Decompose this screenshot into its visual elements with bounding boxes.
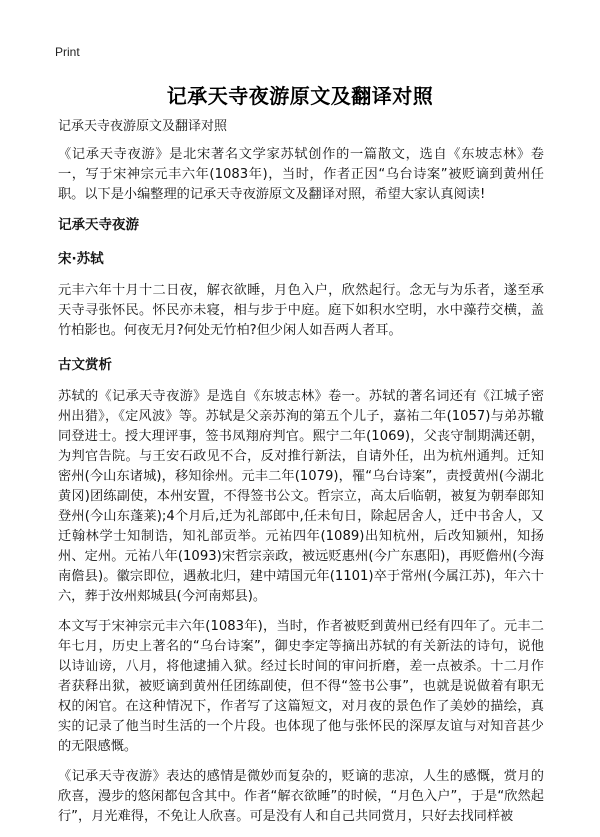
page-title: 记承天寺夜游原文及翻译对照	[166, 84, 434, 108]
appreciation-paragraph-3: 《记承天寺夜游》表达的感情是微妙而复杂的，贬谪的悲凉，人生的感慨，赏月的欣喜，漫步的悠闲都包含其中。作者“解衣欲睡”的时候，“月色入户”，于是“欣然起行”，月光难得，不免让人欣喜。可是没有人和自己共同赏月，只好去找同样被	[58, 769, 544, 824]
appreciation-paragraph-2: 本文写于宋神宗元丰六年(1083年)，当时，作者被贬到黄州已经有四年了。元丰二年七月，历史上著名的“乌台诗案”，御史李定等摘出苏轼的有关新法的诗句，说他以诗讪谤，八月，将他逮捕入狱。经过长时间的审问折磨，差一点被杀。十二月作者获释出狱，被贬谪到黄州任团练副使，但不得“签书公事”，也就是说做着有职无权的闲官。在这种情况下，作者写了这篇短文，对月夜的景色作了美妙的描绘，真实的记录了他当时生活的一个片段。也体现了他与张怀民的深厚友谊与对知音甚少的无限感慨。	[58, 619, 544, 754]
original-text: 元丰六年十月十二日夜，解衣欲睡，月色入户，欣然起行。念无与为乐者，遂至承天寺寻张怀民。怀民亦未寝，相与步于中庭。庭下如积水空明，水中藻荇交横，盖竹柏影也。何夜无月?何处无竹柏?但少闲人如吾两人者耳。	[58, 283, 544, 338]
appreciation-heading: 古文赏析	[58, 357, 112, 373]
article-subtitle: 记承天寺夜游原文及翻译对照	[58, 119, 228, 134]
intro-paragraph: 《记承天寺夜游》是北宋著名文学家苏轼创作的一篇散文，选自《东坡志林》卷一，写于宋神宗元丰六年(1083年)，当时，作者正因“乌台诗案”被贬谪到黄州任职。以下是小编整理的记承天寺夜游原文及翻译对照，希望大家认真阅读!	[58, 147, 544, 202]
appreciation-paragraph-1: 苏轼的《记承天寺夜游》是选自《东坡志林》卷一。苏轼的著名词还有《江城子密州出猎》，《定风波》等。苏轼是父亲苏洵的第五个儿子，嘉祐二年(1057)与弟苏辙同登进士。授大理评事，签书凤翔府判官。熙宁二年(1069)，父丧守制期满还朝，为判官告院。与王安石政见不合，反对推行新法，自请外任，出为杭州通判。迁知密州(今山东诸城)，移知徐州。元丰二年(1079)，罹“乌台诗案”，责授黄州(今湖北黄冈)团练副使，本州安置，不得签书公文。哲宗立，高太后临朝，被复为朝奉郎知登州(今山东蓬莱);4个月后,迁为礼部郎中,任未旬日，除起居舍人，迁中书舍人，又迁翰林学士知制诰，知礼部贡举。元祐四年(1089)出知杭州，后改知颍州，知扬州、定州。元祐八年(1093)宋哲宗亲政，被远贬惠州(今广东惠阳)，再贬儋州(今海南儋县)。徽宗即位，遇赦北归，建中靖国元年(1101)卒于常州(今属江苏)，年六十六，葬于汝州郏城县(今河南郏县)。	[58, 389, 544, 604]
author-line: 宋·苏轼	[58, 251, 104, 267]
article-body	[58, 117, 544, 837]
print-link[interactable]: Print	[55, 45, 80, 59]
section-heading: 记承天寺夜游	[58, 217, 139, 233]
